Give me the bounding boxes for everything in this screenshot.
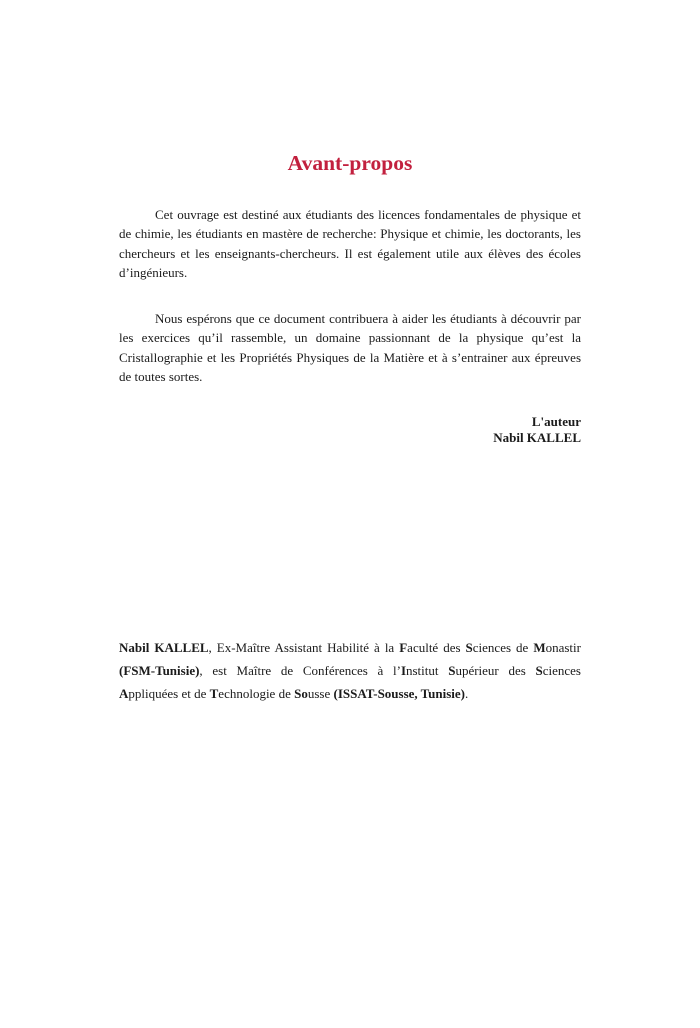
- text-line: chercheurs et les enseignants-chercheurs. Il est également utile aux élèves des écoles: [119, 245, 581, 261]
- text-segment: , Ex-Maître Assistant Habilité à la: [208, 640, 400, 655]
- text-segment: nstitut: [406, 663, 449, 679]
- bold-text-segment: So: [294, 686, 308, 702]
- text-line: de toutes sortes.: [119, 369, 203, 385]
- signature-role: L'auteur: [531, 414, 581, 429]
- text-segment: onastir: [545, 640, 581, 655]
- text-segment: upérieur des: [455, 663, 536, 679]
- bold-text-segment: (ISSAT-Sousse, Tunisie): [333, 686, 465, 702]
- text-line: Cet ouvrage est destiné aux étudiants des licences fondamentales de physique et: [155, 207, 581, 222]
- text-segment: ciences: [542, 663, 581, 679]
- bold-text-segment: I: [400, 663, 406, 679]
- signature-name: Nabil KALLEL: [493, 429, 581, 445]
- paragraph-audience: [119, 205, 581, 283]
- text-segment: echnologie de: [218, 686, 295, 702]
- bold-text-segment: F: [399, 640, 408, 655]
- text-line: d’ingénieurs.: [119, 265, 188, 281]
- paragraph-purpose: [119, 309, 581, 387]
- text-line: [119, 682, 581, 705]
- text-line: [119, 659, 581, 682]
- author-bio: [119, 636, 581, 706]
- text-line: les exercices qu’il rassemble, un domaine passionnant de la physique qu’est la: [119, 330, 581, 346]
- text-segment: ppliquées et de: [128, 686, 210, 702]
- bold-text-segment: S: [448, 663, 456, 679]
- text-line: de chimie, les étudiants en mastère de recherche: Physique et chimie, les doctorants, les: [119, 226, 581, 242]
- bold-text-segment: (FSM-Tunisie): [119, 663, 200, 679]
- bold-text-segment: T: [209, 686, 219, 702]
- text-line: [119, 636, 581, 659]
- text-segment: aculté des: [407, 640, 466, 655]
- author-signature: [119, 414, 581, 445]
- text-line: Nous espérons que ce document contribuera à aider les étudiants à découvrir par: [155, 311, 581, 326]
- text-segment: ciences de: [472, 640, 534, 655]
- text-segment: , est Maître de Conférences à l’: [199, 663, 401, 679]
- bold-text-segment: M: [533, 640, 546, 655]
- bold-text-segment: Nabil KALLEL: [119, 640, 209, 655]
- text-segment: .: [465, 686, 469, 702]
- page-title: Avant-propos: [287, 151, 413, 175]
- text-line: Cristallographie et les Propriétés Physiques de la Matière et à s’entrainer aux épreuves: [119, 349, 581, 365]
- bold-text-segment: S: [465, 640, 473, 655]
- bold-text-segment: A: [119, 686, 129, 702]
- text-segment: usse: [307, 686, 334, 702]
- bold-text-segment: S: [535, 663, 543, 679]
